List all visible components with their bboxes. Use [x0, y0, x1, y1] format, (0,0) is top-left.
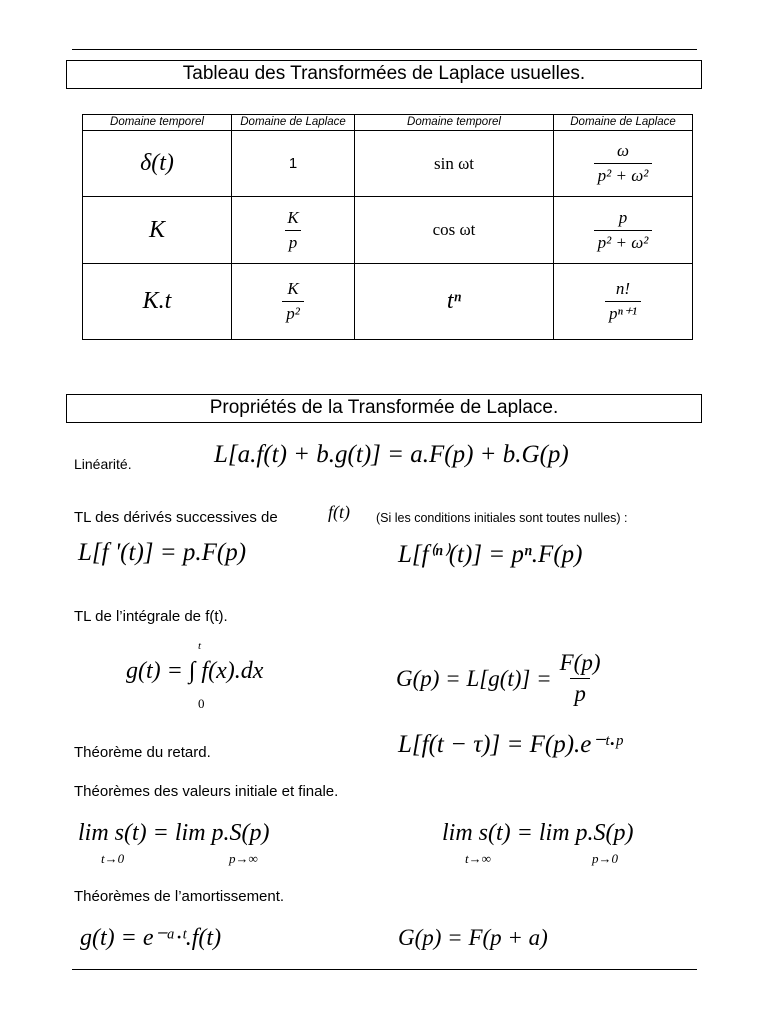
header-laplace-1: Domaine de Laplace: [232, 115, 355, 131]
fraction: [283, 208, 302, 253]
cell-tn-laplace: [554, 264, 693, 340]
fraction-denominator: p² + ω²: [594, 163, 653, 186]
damping-G-formula: G(p) = F(p + a): [398, 925, 548, 950]
header-laplace-2: Domaine de Laplace: [554, 115, 693, 131]
linearity-formula: L[a.f(t) + b.g(t)] = a.F(p) + b.G(p): [214, 441, 569, 468]
linearity-label: Linéarité.: [74, 456, 132, 472]
cell-one: 1: [232, 131, 355, 197]
cell-cos-laplace: [554, 197, 693, 264]
cell-k: K: [83, 197, 232, 264]
limit-theorems-label: Théorèmes des valeurs initiale et finale.: [74, 783, 339, 800]
fraction-numerator: K: [287, 279, 299, 298]
cell-kt: K.t: [83, 264, 232, 340]
header-time-2: Domaine temporel: [355, 115, 554, 131]
fraction: [282, 279, 304, 324]
derivatives-note: (Si les conditions initiales sont toutes nulles) :: [376, 511, 628, 525]
fraction: [605, 279, 641, 324]
fraction-numerator: ω: [616, 141, 629, 160]
integral-g-formula: g(t) = ∫ f(x).dx: [126, 658, 264, 684]
fraction-denominator: p: [285, 230, 302, 253]
nth-derivative-formula: L[f⁽ⁿ⁾(t)] = pⁿ.F(p): [398, 541, 583, 568]
cell-k-laplace: [232, 197, 355, 264]
cell-delta: δ(t): [83, 131, 232, 197]
top-rule: [72, 49, 697, 50]
table-title: Tableau des Transformées de Laplace usuelles.: [66, 60, 702, 89]
delay-label: Théorème du retard.: [74, 744, 211, 761]
cell-sin: sin ωt: [355, 131, 554, 197]
initial-value-sub-p: p→∞: [229, 851, 258, 866]
integral-upper-bound: t: [198, 640, 202, 652]
laplace-table: [82, 114, 693, 340]
derivatives-label: TL des dérivés successives de: [74, 509, 278, 526]
table-row: [83, 264, 693, 340]
bottom-rule: [72, 969, 697, 970]
integral-G-formula: [396, 650, 605, 707]
fraction-numerator: p: [618, 207, 628, 227]
fraction-denominator: p²: [282, 301, 304, 324]
damping-g-formula: g(t) = e⁻ᵃ·ᵗ.f(t): [80, 925, 222, 951]
integral-G-left: G(p) = L[g(t)] =: [396, 665, 552, 691]
properties-title: Propriétés de la Transformée de Laplace.: [66, 394, 702, 423]
cell-sin-laplace: [554, 131, 693, 197]
final-value-formula: lim s(t) = lim p.S(p): [442, 820, 634, 846]
table-row: [83, 131, 693, 197]
cell-cos: cos ωt: [355, 197, 554, 264]
first-derivative-formula: L[f '(t)] = p.F(p): [78, 539, 247, 566]
fraction: [594, 141, 653, 186]
final-value-sub-t: t→∞: [465, 851, 491, 866]
integral-G-fraction: [556, 650, 605, 707]
delay-formula: L[f(t − τ)] = F(p).e⁻ᵗ·ᵖ: [398, 731, 623, 758]
table-row: [83, 197, 693, 264]
cell-tn: tⁿ: [355, 264, 554, 340]
damping-label: Théorèmes de l’amortissement.: [74, 888, 285, 905]
fraction-denominator: pⁿ⁺¹: [605, 301, 641, 324]
initial-value-sub-t: t→0: [101, 851, 125, 866]
fraction-denominator: p² + ω²: [594, 230, 653, 253]
final-value-sub-p: p→0: [592, 851, 618, 866]
derivatives-ft: f(t): [328, 502, 350, 522]
cell-kt-laplace: [232, 264, 355, 340]
integral-lower-bound: 0: [198, 696, 205, 711]
header-time-1: Domaine temporel: [83, 115, 232, 131]
fraction-numerator: F(p): [559, 650, 601, 675]
table-header-row: [83, 115, 693, 131]
fraction-denominator: p: [570, 678, 590, 707]
fraction: [594, 208, 653, 253]
fraction-numerator: n!: [615, 279, 631, 298]
fraction-numerator: K: [287, 207, 299, 227]
integral-label: TL de l’intégrale de f(t).: [74, 608, 228, 625]
initial-value-formula: lim s(t) = lim p.S(p): [78, 820, 270, 846]
